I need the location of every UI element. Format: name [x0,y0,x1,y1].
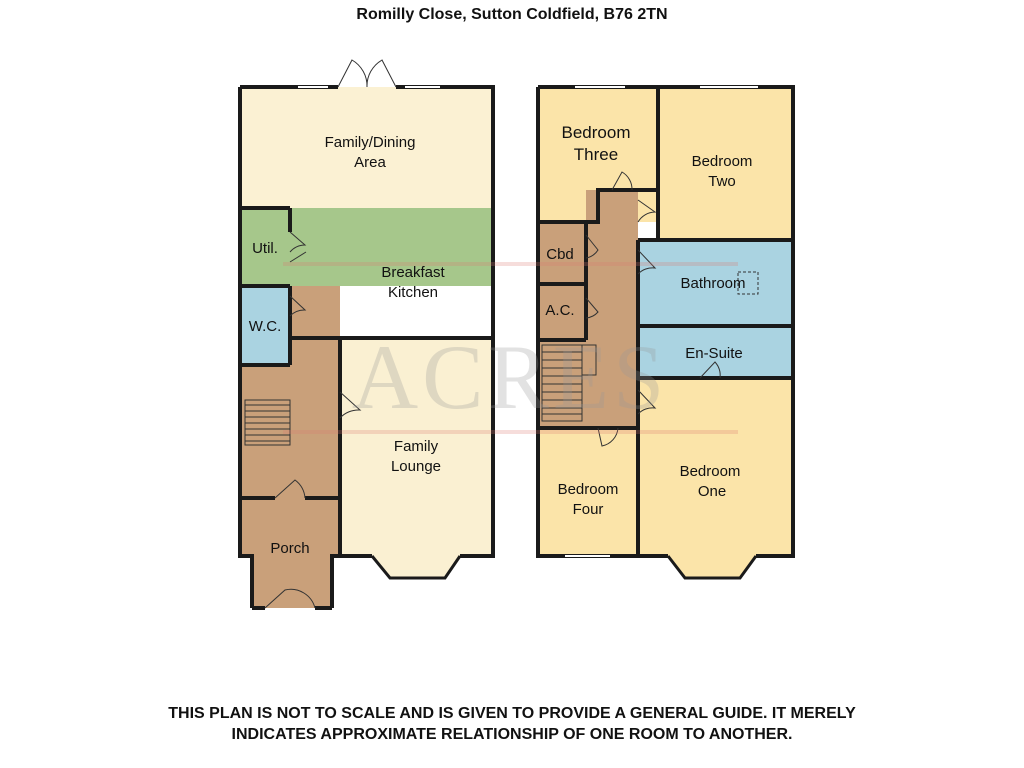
plan-title: Romilly Close, Sutton Coldfield, B76 2TN [356,6,668,23]
label-bed1-2: One [697,483,727,500]
label-breakfast-2: Kitchen [387,284,439,301]
room-porch-ext [252,556,332,608]
label-ensuite: En-Suite [685,345,743,362]
label-bed2-1: Bedroom [691,153,753,170]
label-bed1-1: Bedroom [679,463,741,480]
watermark-text: ACRES [351,326,669,428]
label-wc: W.C. [248,318,282,335]
label-ac: A.C. [545,302,575,319]
label-breakfast-1: Breakfast [381,264,445,281]
label-bathroom: Bathroom [680,275,746,292]
label-lounge-1: Family [393,438,439,455]
label-bed3-1: Bedroom [561,123,631,142]
label-cbd: Cbd [546,246,574,263]
french-doors [338,60,396,87]
label-bed4-1: Bedroom [557,481,619,498]
label-util: Util. [252,240,278,257]
label-bed4-2: Four [572,501,604,518]
label-bed3-2: Three [573,145,619,164]
label-lounge-2: Lounge [390,458,442,475]
label-bed2-2: Two [708,173,736,190]
label-family-dining-2: Area [354,154,386,171]
disclaimer-text: THIS PLAN IS NOT TO SCALE AND IS GIVEN TO PROVIDE A GENERAL GUIDE. IT MERELY INDICATES APPROXIMATE RELATIONSHIP OF ONE ROOM TO ANOTHER. [168,705,856,743]
label-porch: Porch [270,540,310,557]
label-family-dining-1: Family/Dining [324,134,416,151]
